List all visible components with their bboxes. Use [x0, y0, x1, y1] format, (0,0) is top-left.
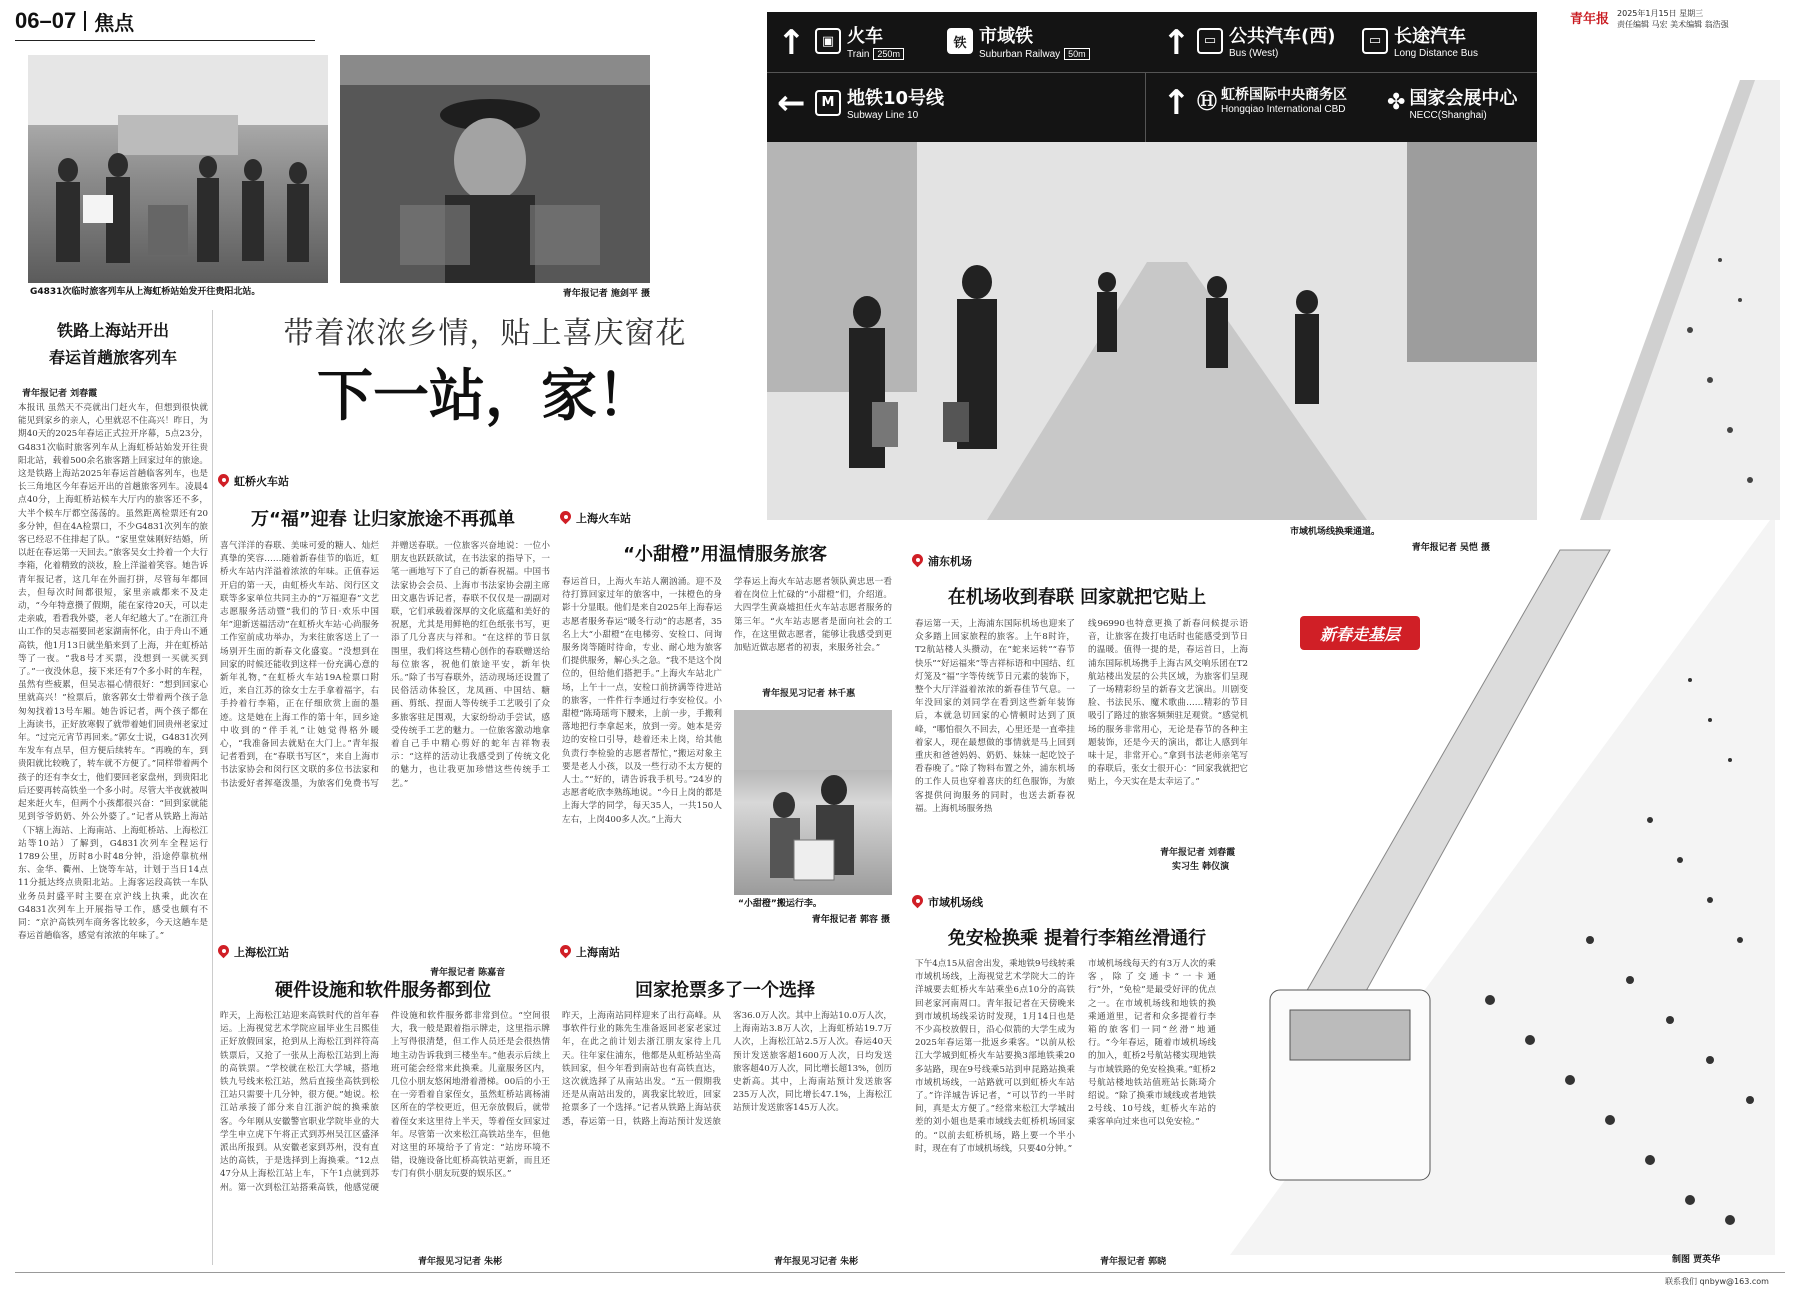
- subway-icon: M: [815, 90, 841, 116]
- lead-title-line-2: 春运首趟旅客列车: [48, 348, 177, 367]
- column-rule: [212, 310, 213, 1265]
- location-pin-icon: [912, 895, 923, 909]
- sign-bus-en: Bus (West): [1229, 48, 1279, 59]
- footer-contact: 联系我们 qnbyw@163.com: [1665, 1277, 1769, 1286]
- photo-transfer-corridor: [767, 12, 1537, 520]
- lead-byline: 青年报记者 刘春霞: [22, 389, 98, 399]
- sign-ldbus-cn: 长途汽车: [1394, 26, 1466, 47]
- location-pin-icon: [912, 554, 923, 568]
- tag-shanghai-label: 上海火车站: [576, 513, 631, 525]
- sh-title: “小甜橙”用温情服务旅客: [623, 544, 827, 565]
- sign-bus-cn: 公共汽车(西): [1229, 26, 1336, 47]
- sj-byline: 青年报见习记者 朱彬: [418, 1257, 503, 1267]
- sign-suburban-cn: 市域铁: [979, 26, 1033, 47]
- tag-songjiang-label: 上海松江站: [234, 947, 289, 959]
- section-name: 焦点: [94, 10, 135, 35]
- photo-train-attendant: [340, 55, 650, 283]
- sign-train-cn: 火车: [847, 26, 883, 47]
- hq-article: 喜气洋洋的春联、美味可爱的糖人、灿烂真挚的笑容……随着新春佳节的临近，虹桥火车站内洋溢着浓浓的年味。正值春运开启的第一天，由虹桥火车站、闵行区文联等多家单位共同主办的“万福迎春”文艺志愿服务活动暨“我们的节日·欢乐中国年”迎新送福活动”在虹桥火车站·心尚服务工作室前成功举办，为来往旅客送上了一场别开生面的新春文化盛宴。“没想到在回家的时候还能收到这样一份充满心意的新年礼物，”在虹桥火车站19A检票口附近，来自江苏的徐女士左手拿着福字，右手拎着行李箱，正在仔细欣赏上面的墨迹。这是她在上海工作的第十年，回乡途中收到的“伴手礼”让她觉得格外暖心，“我准备回去就贴在大门上。”青年报记者看到，在“春联书写区”，来自上海市书法家协会和闵行区文联的多位书法家和书法爱好者挥毫泼墨，为旅客们免费书写并赠送春联。一位旅客兴奋地说：一位小朋友也跃跃欲试，在书法家的指导下，一笔一画地写下了自己的新春祝福。中国书法家协会会员、上海市书法家协会副主席田文惠告诉记者，春联不仅仅是一副副对联，它们承载着深厚的文化底蕴和美好的祝愿，尤其是用鲜艳的红色纸张书写，更添了几分喜庆与祥和。“在这样的节日氛围里，我们将这些精心创作的春联赠送给每位旅客，祝他们旅途平安，新年快乐。”除了书写春联外，活动现场还设置了民俗活动体验区，龙凤画、中国结、糖画、剪纸、捏面人等传统手工艺吸引了众多旅客驻足围观，大家纷纷动手尝试，感受传统手工艺的魅力。一位旅客激动地拿着自己手中精心剪好的蛇年吉祥物表示：“这样的活动让我感受到了传统文化的魅力，也让我更加珍惜这些传统手工艺。”: [220, 541, 550, 789]
- page-header: [15, 6, 375, 36]
- cbd-logo-icon: Ⓗ: [1197, 89, 1217, 113]
- sh-byline: 青年报见习记者 林千惠: [762, 689, 856, 699]
- sign-suburban-en: Suburban Railway: [979, 49, 1061, 60]
- date-line: 2025年1月15日 星期三: [1617, 9, 1704, 18]
- pd-article-col-1: 春运第一天，上海浦东国际机场也迎来了众多踏上回家旅程的旅客。上午8时许，T2航站楼人头攒动，在“蛇来运转”“春节快乐”“好运福来”等吉祥标语和中国结、红灯笼及“福”字等传统节日元素的装饰下，整个大厅洋溢着浓浓的新春佳节气息。一年没回家的刘同学在看到这些新年装饰后，本就急切回家的心情顿时达到了顶峰，“哪怕很久不回去，心里还是一直牵挂着家人，现在最想做的事情就是马上回到重庆和爸爸妈妈、奶奶、妹妹一起吃饺子看春晚了。”除了物料布置之外，浦东机场的工作人员也穿着喜庆的红色服饰，为旅客提供问询服务的同时，也送去新春祝福。上海机场服务热: [915, 619, 1075, 814]
- suburban-railway-icon: 铁: [947, 28, 973, 54]
- location-pin-icon: [218, 945, 229, 959]
- sj-title: 硬件设施和软件服务都到位: [275, 980, 491, 1001]
- photo-caption-send-off: G4831次临时旅客列车从上海虹桥站始发开往贵阳北站。: [30, 287, 261, 297]
- photo-volunteer-luggage: [734, 710, 892, 895]
- photo-caption-volunteer: “小甜橙”搬运行李。: [738, 899, 822, 909]
- sy-article-col-1: 下午4点15从宿舍出发，乘地铁9号线转乘市域机场线，上海视觉艺术学院大二的许洋城要去虹桥火车站乘坐6点10分的高铁回老家河南周口。青年报记者在天傍晚来到市域机场线采访时发现，1月14日也是不少高校放假日，沿心似箭的大学生成为2025年春运第一批返乡乘客。“以前从松江大学城到虹桥火车站要换3部地铁乘20多站路，现在9号线乘5站到申昆路站换乘市域机场线，一站路就可以到虹桥火车站了。”许洋城告诉记者，“可以节约一半时间，真是太方便了。”经常来松江大学城出差的刘小姐也是乘市域线去虹桥机场回家的。“以前去虹桥机场，路上要一个半小时，现在有了市域机场线，只要40分钟。”: [915, 959, 1075, 1154]
- illustration-credit: 制图 贾英华: [1672, 1255, 1721, 1265]
- tag-airport-link-label: 市域机场线: [928, 897, 983, 909]
- sign-train-distance: 250m: [873, 48, 904, 60]
- main-kicker: 带着浓浓乡情，贴上喜庆窗花: [283, 316, 687, 351]
- necc-clover-icon: ✤: [1387, 90, 1406, 115]
- footer-rule: [15, 1272, 1785, 1273]
- photo-credit-corridor: 青年报记者 吴恺 摄: [1411, 543, 1490, 553]
- sn-title: 回家抢票多了一个选择: [635, 980, 815, 1001]
- pd-byline-2: 实习生 韩仪演: [1172, 862, 1230, 872]
- sign-necc-en: NECC(Shanghai): [1409, 110, 1487, 121]
- arrow-left-icon: ←: [777, 83, 806, 123]
- sign-suburban-distance: 50m: [1064, 48, 1090, 60]
- pd-byline-1: 青年报记者 刘春霞: [1160, 848, 1236, 858]
- tag-hongqiao: [218, 473, 289, 489]
- tag-hongqiao-label: 虹桥火车站: [234, 476, 289, 488]
- tag-songjiang-station: [218, 944, 289, 960]
- badge-new-spring-grassroots: [1300, 616, 1420, 650]
- illustration-crowd-top: [1540, 80, 1780, 520]
- tag-pudong-label: 浦东机场: [928, 556, 972, 568]
- sign-metro-en: Subway Line 10: [847, 110, 919, 121]
- masthead: [1570, 8, 1795, 38]
- sign-cbd-en: Hongqiao International CBD: [1221, 104, 1346, 115]
- sy-article-col-2: 市域机场线每天约有3万人次的乘客，除了交通卡“一卡通行”外，“免检”是最受好评的优点之一。在市域机场线和地铁的换乘通道里，记者和众多提着行李箱的旅客们一同“丝滑”地通行。“今年春运，随着市域机场线的加入，虹桥2号航站楼实现地铁与市域铁路的免安检换乘。”虹桥2号航站楼地铁站值班站长陈琦介绍说。“除了换乘市域线或者地铁2号线、10号线，虹桥火车站的乘客单向过来也可以免安检。”: [1088, 959, 1216, 1128]
- sign-ldbus-en: Long Distance Bus: [1394, 48, 1478, 59]
- header-rule: [15, 40, 315, 41]
- badge-label: 新春走基层: [1319, 624, 1400, 644]
- hq-title: 万“福”迎春 让归家旅途不再孤单: [251, 509, 515, 530]
- bus-icon: ▭: [1197, 28, 1223, 54]
- lead-title-block: [18, 318, 208, 368]
- tag-shanghai-south: [560, 944, 620, 960]
- long-distance-bus-icon: ▭: [1362, 28, 1388, 54]
- tag-pudong-airport: [912, 553, 972, 569]
- photo-caption-corridor: 市域机场线换乘通道。: [1290, 527, 1381, 537]
- sign-cbd-cn: 虹桥国际中央商务区: [1221, 87, 1347, 103]
- editor-line: 责任编辑 马宏 美术编辑 翁浩强: [1617, 20, 1729, 29]
- pd-title: 在机场收到春联 回家就把它贴上: [947, 587, 1207, 608]
- location-pin-icon: [560, 511, 571, 525]
- sy-byline: 青年报记者 郭晓: [1100, 1257, 1167, 1267]
- arrow-up-icon: ↑: [1162, 83, 1191, 123]
- photo-send-off-ceremony: [28, 55, 328, 283]
- overhead-sign: [767, 12, 1537, 142]
- sn-article: 昨天，上海南站同样迎来了出行高峰。从事软件行业的陈先生准备返回老家老家过年，在此之前计划去浙江朋友家待上几天。往年家住浦东，他都是从虹桥站坐高铁回家，但今年看到南站也有高铁直达，这次就选择了从南站出发。“五一假期我还是从南站出发的，离我家比较近，回家抢票多了一个选择。”记者从铁路上海站获悉，春运第一日，铁路上海站预计发送旅客36.0万人次。其中上海站10.0万人次，上海南站3.8万人次，上海虹桥站19.7万人次，上海松江站2.5万人次。春运40天预计发送旅客超1600万人次，日均发送旅客超40万人次，同比增长超13%，创历史新高。其中，上海南站预计发送旅客235万人次，同比增长47.1%，上海松江站预计发送旅客145万人次。: [562, 1011, 892, 1127]
- sign-train-en: Train: [847, 49, 870, 60]
- sn-byline: 青年报见习记者 朱彬: [774, 1257, 859, 1267]
- main-title: 下一站，家！: [317, 364, 653, 429]
- tag-shanghai-south-label: 上海南站: [576, 947, 620, 959]
- location-pin-icon: [218, 474, 229, 488]
- sh-article-col-2: 学春运上海火车站志愿者领队黄忠思一看着在岗位上忙碌的“小甜橙”们，介绍道。大四学生黄焱墟担任火车站志愿者服务的第三年。“火车站志愿者是面向社会的工作，在这里做志愿者，能够让我感受到更加贴近做志愿者的初衷，来服务社会。”: [734, 577, 892, 654]
- location-pin-icon: [560, 945, 571, 959]
- pd-article-col-2: 线96990也特意更换了新春问候提示语音，让旅客在拨打电话时也能感受到节日的温暖。值得一提的是，春运首日，上海浦东国际机场携手上海古风交响乐团在T2航站楼出发层的公共区域，为旅客们呈现了一场精彩纷呈的新春文艺演出。川剧变脸、书法民乐、魔术歌曲……精彩的节目吸引了路过的旅客频频驻足观赏。“感觉机场的服务非常用心，无论是春节的各种主题装饰，还是今天的演出，都让人感到年味十足，非常开心。”拿到书法老师亲笔写的春联后，张女士很开心：“回家我就把它贴上，今天实在是太幸运了。”: [1088, 619, 1248, 788]
- tag-shanghai-station: [560, 510, 631, 526]
- page-number: 06–07: [15, 8, 77, 33]
- newspaper-logo: 青年报: [1570, 12, 1610, 27]
- hq-byline: 青年报记者 陈嘉音: [430, 968, 506, 978]
- sj-article: 昨天，上海松江站迎来高铁时代的首年春运。上海视觉艺术学院应届毕业生吕熙佳正好放假回家，抢到从上海松江到祥符高铁票后，又抢了一张从上海松江站到上海的高铁票。“学校就在松江大学城，搭地铁九号线来松江站，然后直接坐高铁到松江站只需要十几分钟，很方便。”她说。松江站承接了部分来自江浙沪皖的换乘旅客。今年刚从安徽警官职业学院毕业的大学生申立虎下午将正式到苏州吴江区盛泽派出所报到。从安徽老家到苏州，没有直达的高铁，于是选择到上海换乘。“12点47分从上海松江站上车，下午1点就到苏州。第一次到松江站搭乘高铁，他感觉硬件设施和软件服务都非常到位。“空间很大，我一般是跟着指示牌走，这里指示牌上写得很清楚，但工作人员还是会很热情地主动告诉我到三楼坐车。”他表示后续上班可能会经常来此换乘。儿童服务区内，几位小朋友悠闲地滑着滑梯。00后的小王在一旁看着自家侄女，虽然虹桥站离杨浦区所在的学校更近，但无奈放假后，就带着侄女来这里待上半天，等着侄女回家过年。尽管第一次来松江高铁站坐车，但他对这里的环境给予了肯定：“站房环境不错，设施设备比虹桥高铁站更新，而且还专门有供小朋友玩耍的娱乐区。”: [220, 1011, 550, 1193]
- sign-necc-cn: 国家会展中心: [1409, 88, 1518, 109]
- sign-metro-cn: 地铁10号线: [847, 88, 945, 109]
- tag-airport-link: [912, 894, 983, 910]
- arrow-up-icon: ↑: [1162, 23, 1191, 63]
- photo-credit-attendant: 青年报记者 施剑平 摄: [562, 289, 650, 299]
- photo-credit-volunteer: 青年报记者 郭容 摄: [811, 915, 890, 925]
- lead-title-line-1: 铁路上海站开出: [56, 321, 169, 340]
- sh-article-col-1: 春运首日，上海火车站人潮汹涌。迎不及待打算回家过年的旅客中，一抹橙色的身影十分显眼。他们是来自2025年上海春运志愿者服务春运“暖冬行动”的志愿者，35名上大“小甜橙”在电梯旁、安检口、问询服务岗等随时待命，专业、耐心地为旅客们提供服务，解心头之急。“我不是这个岗位的，但给他们搭把手。”上海火车站北广场，上午十一点，安检口前挤满等待进站的旅客，一件件行李通过行李安检仪。小甜橙“陈琦瑶弯下腰来，上前一步，手搬利落地把行李拿起来，放到一旁。她本是旁边的安检口引导，趁着还未上岗，给其他负责行李检验的志愿者帮忙，”搬运对象主要是老人小孩，以及一些行动不太方便的人士。”“好的，请告诉我手机号。”24岁的志愿者屹欣李熟练地说。“今日上岗的都是上海大学的同学，每天35人，一共150人左右，上岗400多人次。”上海大: [562, 577, 722, 825]
- train-icon: ▣: [815, 28, 841, 54]
- lead-article: 本报讯 虽然天不亮就出门赶火车，但想到很快就能见到家乡的亲人，心里就忍不住高兴！昨日，为期40天的2025年春运正式拉开序幕，5点23分，G4831次临时旅客列车从上海虹桥站始发开往贵阳北站，载着500余名旅客踏上回家过年的旅途。这是铁路上海站2025年春运首趟临客列车，也是长三角地区今年春运开出的首趟旅客列车。凌晨4点40分，上海虹桥站候车大厅内的旅客还不多，大半个候车厅都空荡荡的。虽然距离检票还有20多分钟，但在4A检票口，不少G4831次列车的旅客已经忍不住排起了队。“家里堂妹刚好结婚，所以赶在春运第一天回去。”旅客吴女士拎着一个大行李箱，化着精致的淡妆，脸上洋溢着笑容。她告诉青年报记者，这几年在外面打拼，尽管每年都回去，但每次时间都很短，家里亲戚都来不及走动，“今年特意攒了假期，能在家待20天，可以走走亲戚，看看我外婆，老人年纪越大了。”在浙江舟山工作的吴志福要回老家湖南怀化，由于舟山不通高铁，他1月13日就坐船来到了上海，并在虹桥站等了一夜。“我8号才买票，没想到一买就买到了。”一夜没休息，接下来还有7个多小时的车程，虽然有些疲累，但吴志福心情很好：“想到回家心里就高兴！”检票后，旅客郭女士带着两个孩子急匆匆找着13号车厢。她告诉记者，两个孩子都在上海读书，正好放寒假了就带着她们回贵州老家过年。“过完元宵节再回来。”郭女士说，G4831次列车发车有点早，但方便后续转车。“再晚的车，到贵阳就比较晚了，转车就不方便了。”同样带着两个孩子的还有李女士，他们要回老家盘州，到贵阳北后还要再转高铁坐一个多小时。尽管大半夜就被叫起来赶火车，但两个小孩都很兴奋：“回到家就能见到爷爷奶奶、外公外婆了。”记者从铁路上海站（下辖上海站、上海南站、上海虹桥站、上海松江站等10站）了解到，G4831次列车全程运行1789公里，历时8小时48分钟，沿途停靠杭州东、金华、衢州、上饶等车站，计划于当日14点11分抵达终点贵阳北站。上海客运段高铁一车队业务员封盛平时主要在京沪线上执乘，此次在G4831次列车上开展指导工作，感受也颇有不同：“京沪高铁列车商务客比较多，今天这趟车是春运首趟临客，感觉有浓浓的年味了。”: [18, 403, 208, 942]
- sy-title: 免安检换乘 提着行李箱丝滑通行: [947, 928, 1207, 949]
- arrow-up-icon: ↑: [777, 23, 806, 63]
